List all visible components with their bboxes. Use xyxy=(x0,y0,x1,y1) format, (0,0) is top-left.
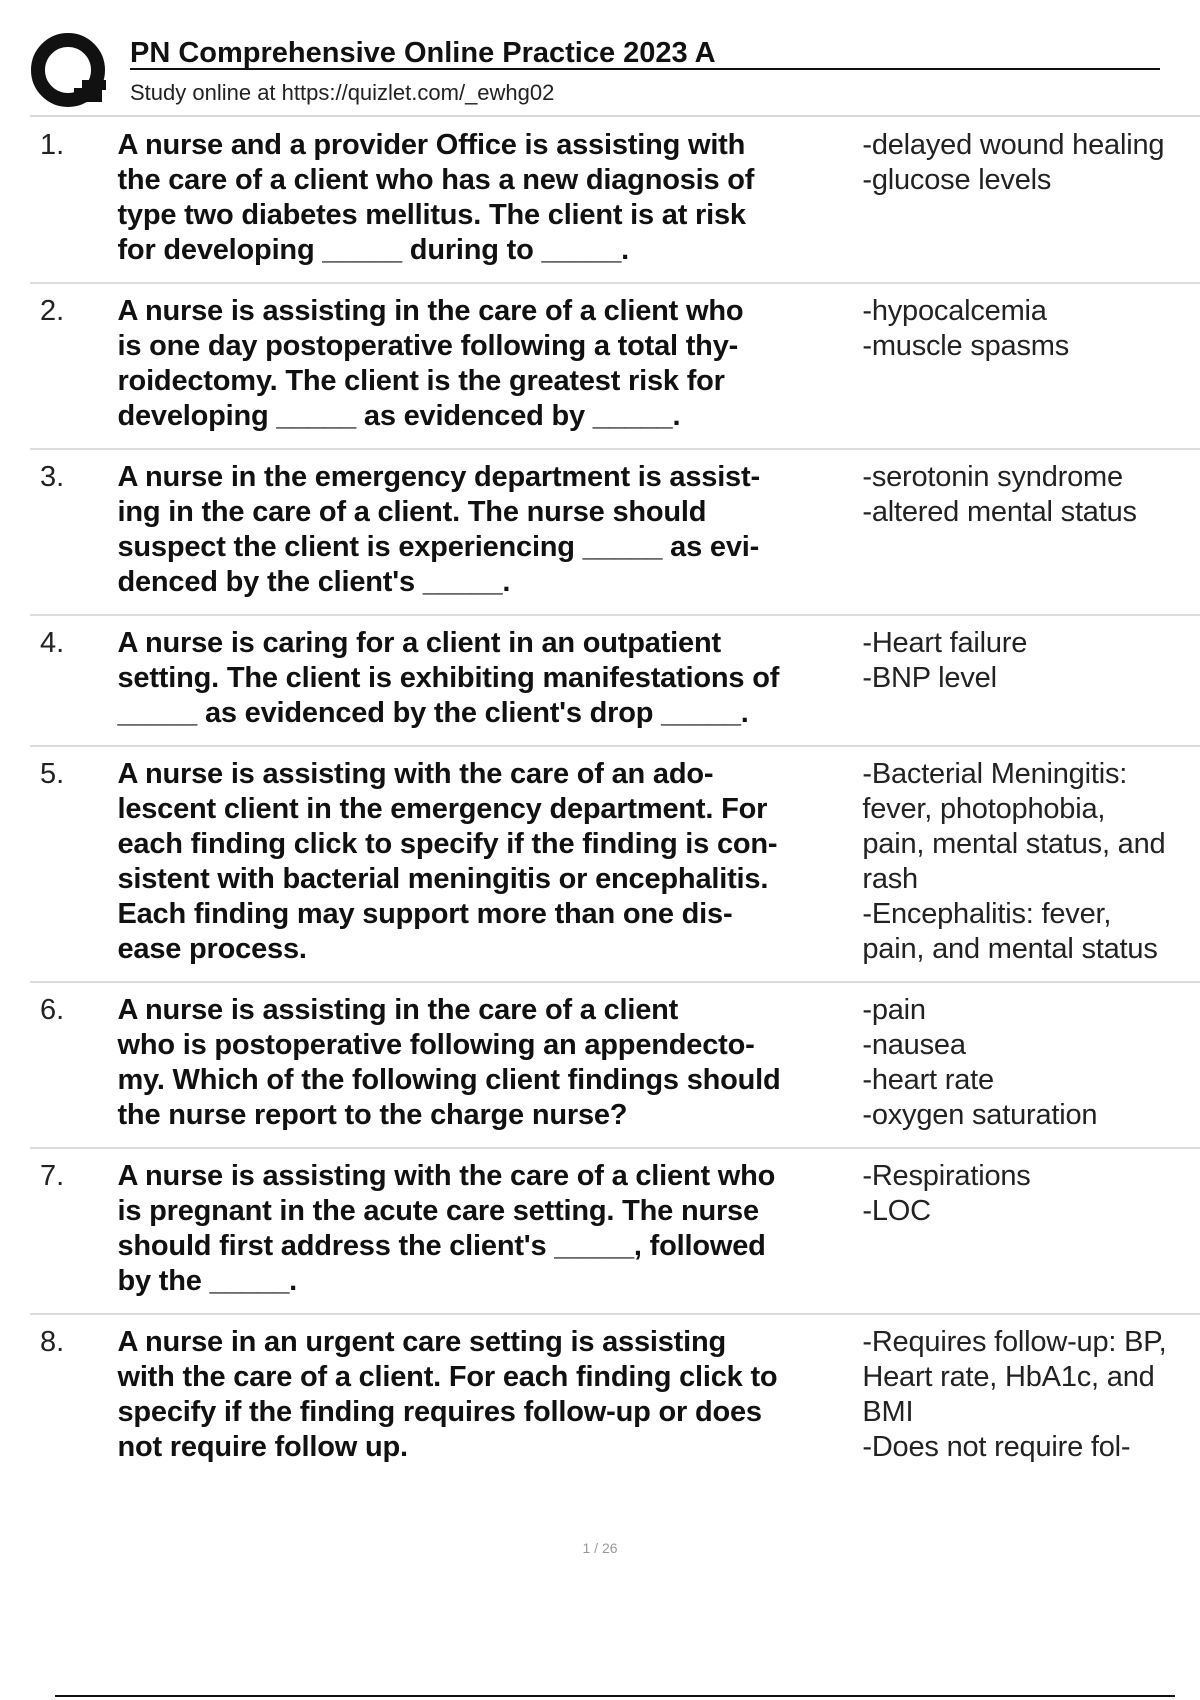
flashcard-row xyxy=(30,747,1200,983)
question-text xyxy=(117,128,852,268)
question-line: specify if the finding requires follow-up or does xyxy=(117,1396,762,1428)
answer-line: -BNP level xyxy=(862,662,997,694)
item-number: 2. xyxy=(40,295,65,327)
answer-line: fever, photophobia, xyxy=(862,793,1106,825)
question-line: A nurse is assisting with the care of an ado- xyxy=(117,758,714,790)
answer-text xyxy=(852,1159,1200,1299)
answer-line: -delayed wound healing xyxy=(862,129,1165,161)
question-line: for developing _____ during to _____. xyxy=(117,234,629,266)
flashcard-row xyxy=(30,284,1200,450)
flashcard-row xyxy=(30,1149,1200,1315)
answer-line: -altered mental status xyxy=(862,496,1137,528)
question-line: denced by the client's _____. xyxy=(117,566,511,598)
answer-line: -oxygen saturation xyxy=(862,1099,1098,1131)
item-number: 5. xyxy=(40,758,65,790)
question-line: roidectomy. The client is the greatest risk for xyxy=(117,365,725,397)
question-text xyxy=(117,626,852,731)
question-line: not require follow up. xyxy=(117,1431,408,1463)
question-line: by the _____. xyxy=(117,1265,298,1297)
flashcard-row xyxy=(30,983,1200,1149)
question-text xyxy=(117,460,852,600)
question-line: who is postoperative following an appendecto- xyxy=(117,1029,755,1061)
question-line: is pregnant in the acute care setting. The nurse xyxy=(117,1195,759,1227)
question-line: with the care of a client. For each finding click to xyxy=(117,1361,778,1393)
answer-text xyxy=(852,1325,1200,1465)
answer-line: BMI xyxy=(862,1396,914,1428)
answer-line: -glucose levels xyxy=(862,164,1052,196)
answer-line: -Encephalitis: fever, xyxy=(862,898,1112,930)
question-line: should first address the client's _____, followed xyxy=(117,1230,766,1262)
question-line: each finding click to specify if the finding is con- xyxy=(117,828,778,860)
question-line: lescent client in the emergency department. For xyxy=(117,793,768,825)
answer-text xyxy=(852,757,1200,967)
answer-line: -Bacterial Meningitis: xyxy=(862,758,1128,790)
answer-line: -serotonin syndrome xyxy=(862,461,1123,493)
question-line: Each finding may support more than one dis- xyxy=(117,898,733,930)
item-number: 3. xyxy=(40,461,65,493)
question-line: A nurse is caring for a client in an outpatient xyxy=(117,627,721,659)
question-line: A nurse in an urgent care setting is assisting xyxy=(117,1326,727,1358)
question-line: A nurse is assisting with the care of a client who xyxy=(117,1160,776,1192)
question-line: sistent with bacterial meningitis or encephalitis. xyxy=(117,863,769,895)
flashcard-row xyxy=(30,450,1200,616)
question-line: suspect the client is experiencing _____ as evi- xyxy=(117,531,760,563)
flashcard-row xyxy=(30,118,1200,284)
answer-line: pain, and mental status xyxy=(862,933,1158,965)
answer-line: rash xyxy=(862,863,918,895)
question-line: the nurse report to the charge nurse? xyxy=(117,1099,628,1131)
answer-line: Heart rate, HbA1c, and xyxy=(862,1361,1155,1393)
question-line: setting. The client is exhibiting manifestations of xyxy=(117,662,780,694)
question-line: developing _____ as evidenced by _____. xyxy=(117,400,681,432)
study-online-link-text: Study online at https://quizlet.com/_ewhg02 xyxy=(130,80,555,105)
page-header xyxy=(30,28,1190,118)
answer-line: -hypocalcemia xyxy=(862,295,1047,327)
answer-line: -heart rate xyxy=(862,1064,994,1096)
item-number: 7. xyxy=(40,1160,65,1192)
flashcard-row xyxy=(30,616,1200,747)
question-text xyxy=(117,993,852,1133)
flashcard-list xyxy=(30,118,1200,1479)
question-line: the care of a client who has a new diagnosis of xyxy=(117,164,755,196)
item-number: 8. xyxy=(40,1326,65,1358)
answer-text xyxy=(852,626,1200,731)
question-line: type two diabetes mellitus. The client is at risk xyxy=(117,199,746,231)
answer-line: pain, mental status, and xyxy=(862,828,1166,860)
answer-text xyxy=(852,460,1200,600)
question-line: A nurse in the emergency department is assist- xyxy=(117,461,760,493)
answer-line: -Respirations xyxy=(862,1160,1031,1192)
answer-line: -Heart failure xyxy=(862,627,1028,659)
question-text xyxy=(117,1159,852,1299)
question-line: is one day postoperative following a total thy- xyxy=(117,330,739,362)
question-text xyxy=(117,757,852,967)
answer-line: -pain xyxy=(862,994,926,1026)
answer-text xyxy=(852,993,1200,1133)
question-line: my. Which of the following client findings should xyxy=(117,1064,781,1096)
item-number: 4. xyxy=(40,627,65,659)
answer-text xyxy=(852,128,1200,268)
header-divider xyxy=(30,115,1200,117)
document-title: PN Comprehensive Online Practice 2023 A xyxy=(130,36,1160,70)
item-number: 1. xyxy=(40,129,65,161)
footer-divider xyxy=(55,1695,1175,1697)
question-line: A nurse is assisting in the care of a client xyxy=(117,994,679,1026)
answer-line: -LOC xyxy=(862,1195,931,1227)
item-number: 6. xyxy=(40,994,65,1026)
question-text xyxy=(117,1325,852,1465)
quizlet-logo-icon xyxy=(30,32,110,112)
answer-line: -Does not require fol- xyxy=(862,1431,1131,1463)
question-line: _____ as evidenced by the client's drop _____. xyxy=(117,697,749,729)
page-number: 1 / 26 xyxy=(582,1540,618,1556)
question-line: ing in the care of a client. The nurse should xyxy=(117,496,707,528)
answer-line: -muscle spasms xyxy=(862,330,1070,362)
question-line: A nurse and a provider Office is assisting with xyxy=(117,129,746,161)
answer-line: -nausea xyxy=(862,1029,966,1061)
question-line: ease process. xyxy=(117,933,307,965)
flashcard-row xyxy=(30,1315,1200,1479)
answer-line: -Requires follow-up: BP, xyxy=(862,1326,1167,1358)
question-line: A nurse is assisting in the care of a client who xyxy=(117,295,744,327)
answer-text xyxy=(852,294,1200,434)
question-text xyxy=(117,294,852,434)
